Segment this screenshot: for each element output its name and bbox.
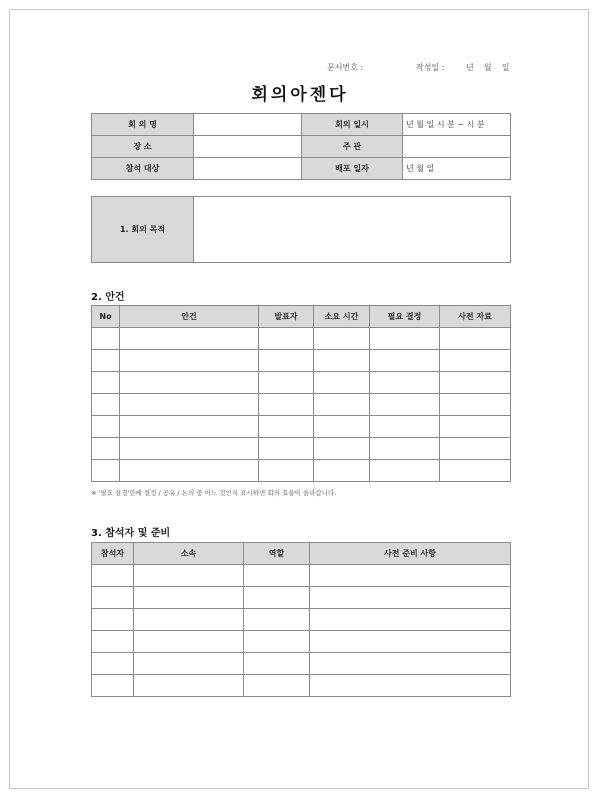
agenda-cell[interactable] (370, 350, 440, 372)
agenda-cell[interactable] (259, 460, 314, 482)
agenda-cell[interactable] (259, 350, 314, 372)
attendees-cell[interactable] (134, 631, 244, 653)
location-field[interactable] (194, 136, 302, 158)
agenda-cell[interactable] (314, 438, 370, 460)
distribution-date-field[interactable]: 년 월 일 (403, 158, 511, 180)
agenda-row (92, 350, 511, 372)
agenda-cell[interactable] (440, 372, 511, 394)
agenda-row (92, 394, 511, 416)
meeting-name-field[interactable] (194, 114, 302, 136)
agenda-cell[interactable] (120, 438, 259, 460)
attendees-col-affiliation: 소속 (134, 543, 244, 565)
agenda-col-decision: 필요 결정 (370, 306, 440, 328)
attendees-cell[interactable] (134, 675, 244, 697)
agenda-cell[interactable] (92, 394, 120, 416)
attendees-cell[interactable] (244, 609, 310, 631)
host-label: 주 관 (302, 136, 403, 158)
attendees-cell[interactable] (310, 675, 511, 697)
attendees-cell[interactable] (244, 653, 310, 675)
document-title: 회의아젠다 (251, 85, 349, 105)
attendees-cell[interactable] (310, 565, 511, 587)
agenda-cell[interactable] (440, 438, 511, 460)
agenda-cell[interactable] (120, 416, 259, 438)
attendees-col-name: 참석자 (92, 543, 134, 565)
attendees-cell[interactable] (92, 631, 134, 653)
agenda-cell[interactable] (314, 416, 370, 438)
attendees-cell[interactable] (92, 653, 134, 675)
date-label: 작성일 : (416, 63, 445, 72)
agenda-cell[interactable] (314, 460, 370, 482)
attendees-cell[interactable] (310, 653, 511, 675)
attendees-col-prep: 사전 준비 사항 (310, 543, 511, 565)
attendees-cell[interactable] (134, 609, 244, 631)
agenda-cell[interactable] (259, 394, 314, 416)
attendees-row (92, 631, 511, 653)
info-table (91, 113, 511, 180)
agenda-row (92, 460, 511, 482)
agenda-cell[interactable] (370, 394, 440, 416)
attendees-row (92, 653, 511, 675)
agenda-cell[interactable] (440, 328, 511, 350)
attendees-cell[interactable] (134, 587, 244, 609)
agenda-cell[interactable] (370, 416, 440, 438)
agenda-cell[interactable] (92, 350, 120, 372)
attendees-row (92, 565, 511, 587)
agenda-cell[interactable] (92, 372, 120, 394)
agenda-cell[interactable] (92, 460, 120, 482)
purpose-label: 1. 회의 목적 (92, 197, 194, 263)
host-field[interactable] (403, 136, 511, 158)
agenda-cell[interactable] (370, 328, 440, 350)
attendees-cell[interactable] (92, 609, 134, 631)
date-parts: 년 월 일 (466, 63, 510, 72)
purpose-table (91, 196, 511, 263)
agenda-cell[interactable] (370, 460, 440, 482)
attendees-target-field[interactable] (194, 158, 302, 180)
attendees-row (92, 609, 511, 631)
attendees-cell[interactable] (92, 587, 134, 609)
meeting-datetime-label: 회의 일시 (302, 114, 403, 136)
agenda-cell[interactable] (259, 328, 314, 350)
distribution-date-label: 배포 일자 (302, 158, 403, 180)
agenda-cell[interactable] (370, 372, 440, 394)
agenda-col-duration: 소요 시간 (314, 306, 370, 328)
agenda-cell[interactable] (92, 416, 120, 438)
agenda-row (92, 416, 511, 438)
agenda-cell[interactable] (120, 372, 259, 394)
agenda-note: ※ '필요 결정'란에 결정 / 공유 / 논의 중 어느 것인지 표시하면 회의 효율이 올라갑니다. (91, 489, 337, 497)
attendees-cell[interactable] (310, 587, 511, 609)
agenda-table (91, 305, 511, 482)
attendees-cell[interactable] (244, 675, 310, 697)
agenda-col-presenter: 발표자 (259, 306, 314, 328)
agenda-cell[interactable] (120, 460, 259, 482)
agenda-cell[interactable] (120, 350, 259, 372)
attendees-cell[interactable] (310, 609, 511, 631)
agenda-col-item: 안건 (120, 306, 259, 328)
attendees-cell[interactable] (92, 675, 134, 697)
attendees-cell[interactable] (92, 565, 134, 587)
agenda-cell[interactable] (259, 372, 314, 394)
agenda-cell[interactable] (440, 416, 511, 438)
attendees-row (92, 587, 511, 609)
attendees-target-label: 참석 대상 (92, 158, 194, 180)
agenda-row (92, 372, 511, 394)
attendees-col-role: 역할 (244, 543, 310, 565)
attendees-cell[interactable] (244, 565, 310, 587)
agenda-cell[interactable] (259, 438, 314, 460)
meeting-name-label: 회 의 명 (92, 114, 194, 136)
agenda-cell[interactable] (314, 328, 370, 350)
attendees-cell[interactable] (134, 565, 244, 587)
agenda-cell[interactable] (314, 394, 370, 416)
agenda-cell[interactable] (259, 416, 314, 438)
agenda-cell[interactable] (314, 350, 370, 372)
agenda-cell[interactable] (314, 372, 370, 394)
agenda-cell[interactable] (370, 438, 440, 460)
meeting-datetime-field[interactable]: 년 월 일 시 분 ~ 시 분 (403, 114, 511, 136)
purpose-field[interactable] (194, 197, 511, 263)
agenda-col-no: No (92, 306, 120, 328)
agenda-cell[interactable] (440, 460, 511, 482)
attendees-table (91, 542, 511, 697)
agenda-col-materials: 사전 자료 (440, 306, 511, 328)
agenda-row (92, 438, 511, 460)
agenda-cell[interactable] (120, 394, 259, 416)
attendees-row (92, 675, 511, 697)
location-label: 장 소 (92, 136, 194, 158)
agenda-row (92, 328, 511, 350)
agenda-cell[interactable] (92, 438, 120, 460)
agenda-cell[interactable] (440, 350, 511, 372)
attendees-cell[interactable] (244, 631, 310, 653)
attendees-cell[interactable] (310, 631, 511, 653)
agenda-cell[interactable] (92, 328, 120, 350)
agenda-heading: 2. 안건 (91, 292, 125, 303)
agenda-cell[interactable] (120, 328, 259, 350)
agenda-cell[interactable] (440, 394, 511, 416)
attendees-heading: 3. 참석자 및 준비 (91, 528, 171, 539)
attendees-cell[interactable] (244, 587, 310, 609)
attendees-cell[interactable] (134, 653, 244, 675)
doc-number-label: 문서번호 : (327, 63, 364, 72)
